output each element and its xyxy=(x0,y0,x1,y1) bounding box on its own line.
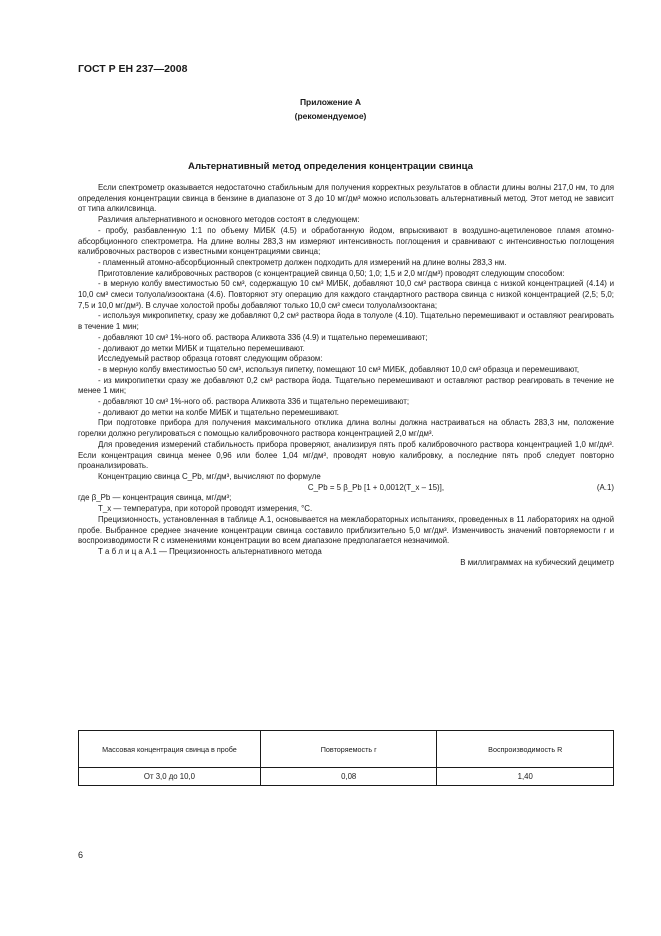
annex-heading xyxy=(0,95,661,123)
table-caption: Т а б л и ц а А.1 — Прецизионность альтернативного метода xyxy=(98,546,322,556)
paragraph: - добавляют 10 см³ 1%-ного об. раствора Аликвота 336 и тщательно перемешивают; xyxy=(98,397,410,407)
precision-table xyxy=(78,730,614,786)
paragraph: - доливают до метки МИБК и тщательно перемешивают. xyxy=(98,343,305,353)
where-line: T_x — температура, при которой проводят измерения, °C. xyxy=(98,504,313,514)
paragraph: Концентрацию свинца C_Pb, мг/дм³, вычисляют по формуле xyxy=(98,471,321,481)
paragraph: - пробу, разбавленную 1:1 по объему МИБК (4.5) и обработанную йодом, впрыскивают в воздушно-ацетиленовое пламя атомно-абсорбционного спектрометра. На длине волны 283,3 нм измеряют интенсивность поглощения и сравнивают с интенсивностью поглощения калибровочных растворов с известными концентрациями свинца; xyxy=(78,225,614,257)
annex-status: (рекомендуемое) xyxy=(294,111,367,121)
paragraph: - используя микропипетку, сразу же добавляют 0,2 см³ раствора йода в толуоле (4.10). Тщательно перемешивают и оставляют реагировать в течение 1 мин; xyxy=(78,311,614,332)
formula-a1 xyxy=(78,483,614,494)
formula-expression: C_Pb = 5 β_Pb [1 + 0,0012(T_x – 15)], xyxy=(307,482,445,492)
table-header: Воспроизводимость R xyxy=(437,731,614,768)
page-header: ГОСТ Р ЕН 237—2008 xyxy=(78,63,188,75)
table-unit: В миллиграммах на кубический дециметр xyxy=(460,557,614,567)
paragraph: - в мерную колбу вместимостью 50 см³, используя пипетку, помещают 10 см³ МИБК, добавляют 10,0 см³ образца и перемешивают, xyxy=(98,364,580,374)
annex-label: Приложение А xyxy=(299,97,362,107)
paragraph: - добавляют 10 см³ 1%-ного об. раствора Аликвота 336 (4.9) и тщательно перемешивают; xyxy=(98,332,428,342)
paragraph: Если спектрометр оказывается недостаточно стабильным для получения корректных результатов в области длины волны 217,0 нм, то для определения концентрации свинца в бензине в диапазоне от 3 до 10 мг/дм³ можно использовать альтернативный метод. Этот метод не зависит от типа алкилсвинца. xyxy=(78,183,614,214)
paragraph: Различия альтернативного и основного методов состоят в следующем: xyxy=(98,215,360,225)
section-title: Альтернативный метод определения концентрации свинца xyxy=(188,161,473,172)
table-cell: 0,08 xyxy=(260,768,437,786)
paragraph: - в мерную колбу вместимостью 50 см³, содержащую 10 см³ МИБК, добавляют 10,0 см³ раствора свинца с низкой концентрацией (4.14) и 10,0 см³ смеси толуола/изооктана (4.6). Повторяют эту операцию для каждого стандартного раствора свинца с низкой концентрацией (2,5; 5,0; 7,5 и 10,0 мг/дм³). В случае холостой пробы добавляют только 10,0 см³ смеси толуола/изооктана; xyxy=(78,279,614,310)
paragraph: При подготовке прибора для получения максимального отклика длина волны должна настраиваться на область 283,3 нм, положение горелки должно регулироваться с помощью калибровочного раствора концентрацией 2,0 мг/дм³. xyxy=(78,418,614,439)
table-cell: 1,40 xyxy=(437,768,614,786)
where-line: где β_Pb — концентрация свинца, мг/дм³; xyxy=(78,493,232,503)
table-cell: От 3,0 до 10,0 xyxy=(79,768,261,786)
paragraph: Приготовление калибровочных растворов (с концентрацией свинца 0,50; 1,0; 1,5 и 2,0 мг/дм³) проводят следующим способом: xyxy=(98,268,565,278)
paragraph: - доливают до метки на колбе МИБК и тщательно перемешивают. xyxy=(98,407,339,417)
table-header: Повторяемость r xyxy=(260,731,437,768)
formula-number: (А.1) xyxy=(596,482,614,492)
precision-paragraph: Прецизионность, установленная в таблице А.1, основывается на межлабораторных испытаниях, проведенных в 11 лабораториях на одной пробе. Выбранное среднее значение концентрации свинца составило приблизительно 5,0 мг/дм³. Изменчивость значений повторяемости r и воспроизводимости R с изменениями концентрации во всем диапазоне предполагается незначимой. xyxy=(78,514,614,546)
document-body xyxy=(78,183,614,568)
paragraph: Для проведения измерений стабильность прибора проверяют, анализируя пять проб калибровочного раствора концентрацией 1,0 мг/дм³. Если концентрация свинца менее 0,96 или более 1,04 мг/дм³, проводят новую калибровку, а последние пять проб следует повторно проанализировать. xyxy=(78,439,614,471)
paragraph: - из микропипетки сразу же добавляют 0,2 см³ раствора йода. Тщательно перемешивают и оставляют раствор реагировать в течение не менее 1 мин; xyxy=(78,375,614,396)
page-number: 6 xyxy=(78,850,84,860)
table-header: Массовая концентрация свинца в пробе xyxy=(79,731,261,768)
table-row xyxy=(79,768,614,786)
paragraph: - пламенный атомно-абсорбционный спектрометр должен подходить для измерений на длине волны 283,3 нм. xyxy=(98,257,507,267)
paragraph: Исследуемый раствор образца готовят следующим образом: xyxy=(98,354,323,364)
